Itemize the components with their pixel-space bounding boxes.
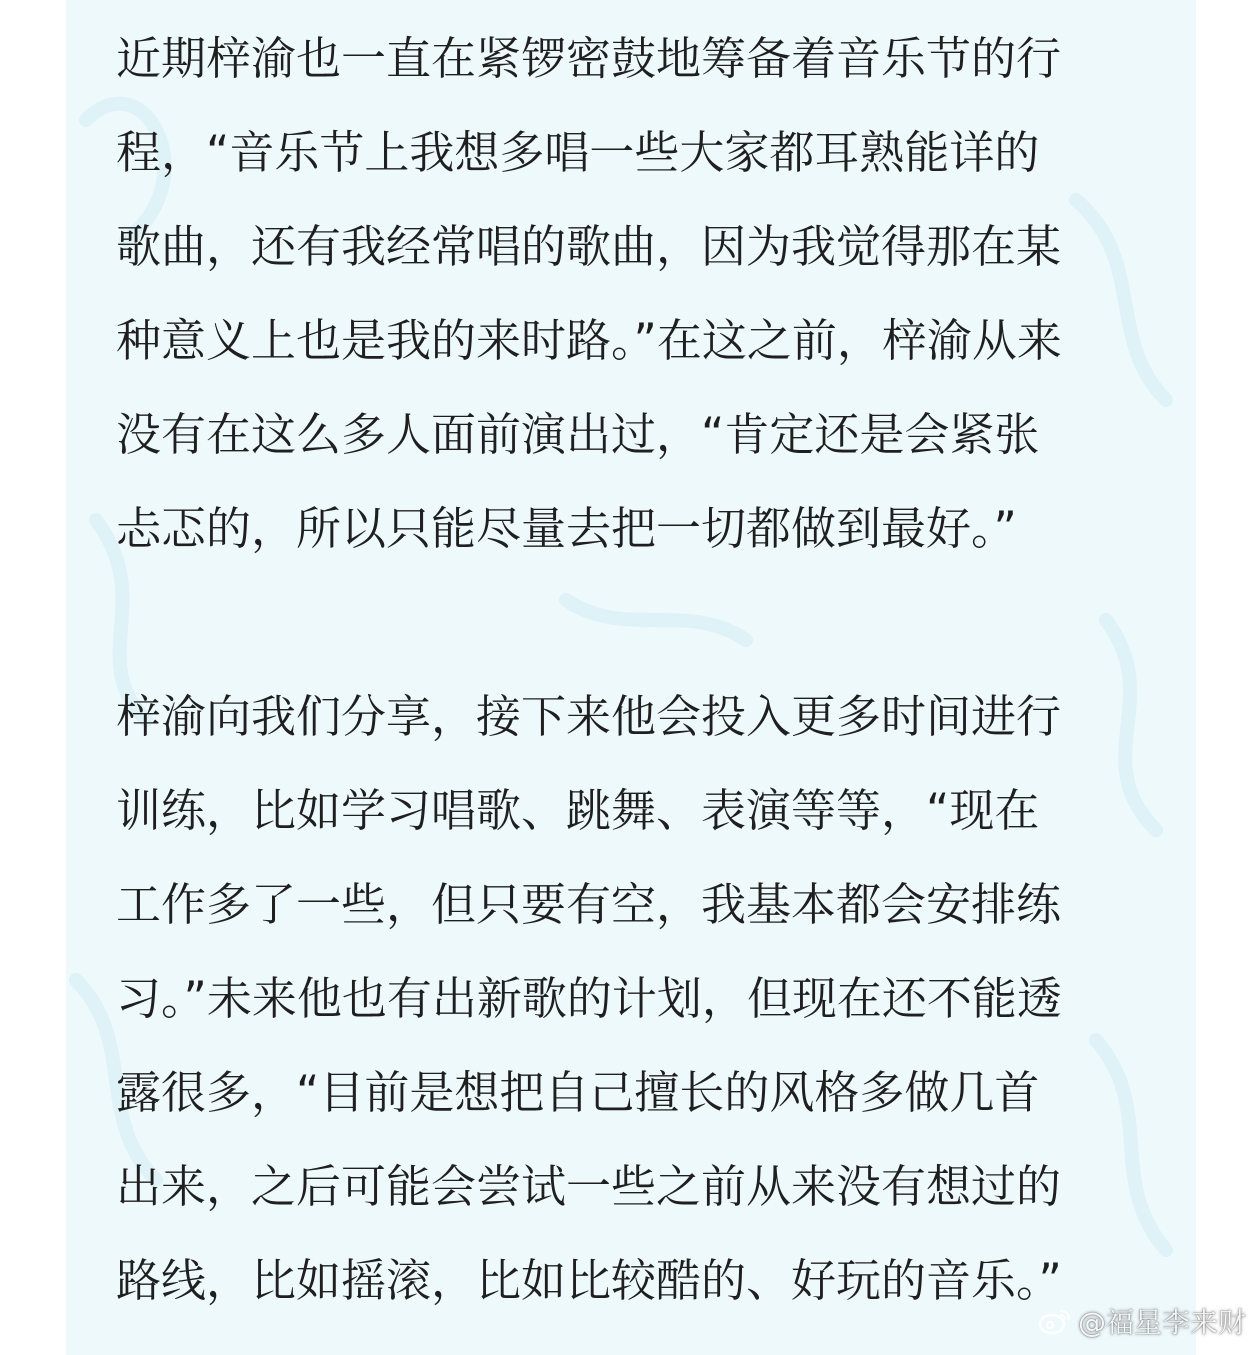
paragraph-2 — [116, 670, 1156, 1328]
paragraph-gap — [116, 576, 1156, 670]
text-line: 习。”未来他也有出新歌的计划，但现在还不能透 — [116, 972, 1062, 1025]
text-line: 歌曲，还有我经常唱的歌曲，因为我觉得那在某 — [116, 220, 1062, 273]
paragraph-1 — [116, 12, 1156, 576]
text-line: 忐忑的，所以只能尽量去把一切都做到最好。” — [116, 502, 1017, 555]
text-line: 梓渝向我们分享，接下来他会投入更多时间进行 — [116, 690, 1062, 743]
watermark-text: @福星李来财 — [1077, 1306, 1246, 1339]
text-line: 露很多，“目前是想把自己擅长的风格多做几首 — [116, 1066, 1040, 1119]
text-line: 程，“音乐节上我想多唱一些大家都耳熟能详的 — [116, 126, 1040, 179]
text-line: 近期梓渝也一直在紧锣密鼓地筹备着音乐节的行 — [116, 32, 1062, 85]
weibo-icon — [1038, 1307, 1072, 1335]
weibo-watermark — [1038, 1301, 1246, 1341]
text-line: 出来，之后可能会尝试一些之前从来没有想过的 — [116, 1160, 1062, 1213]
article-panel — [66, 0, 1196, 1355]
text-line: 路线，比如摇滚，比如比较酷的、好玩的音乐。” — [116, 1254, 1062, 1307]
article-body — [116, 12, 1156, 1328]
text-line: 训练，比如学习唱歌、跳舞、表演等等，“现在 — [116, 784, 1040, 837]
text-line: 种意义上也是我的来时路。”在这之前，梓渝从来 — [116, 314, 1062, 367]
text-line: 工作多了一些，但只要有空，我基本都会安排练 — [116, 878, 1062, 931]
text-line: 没有在这么多人面前演出过，“肯定还是会紧张 — [116, 408, 1040, 461]
